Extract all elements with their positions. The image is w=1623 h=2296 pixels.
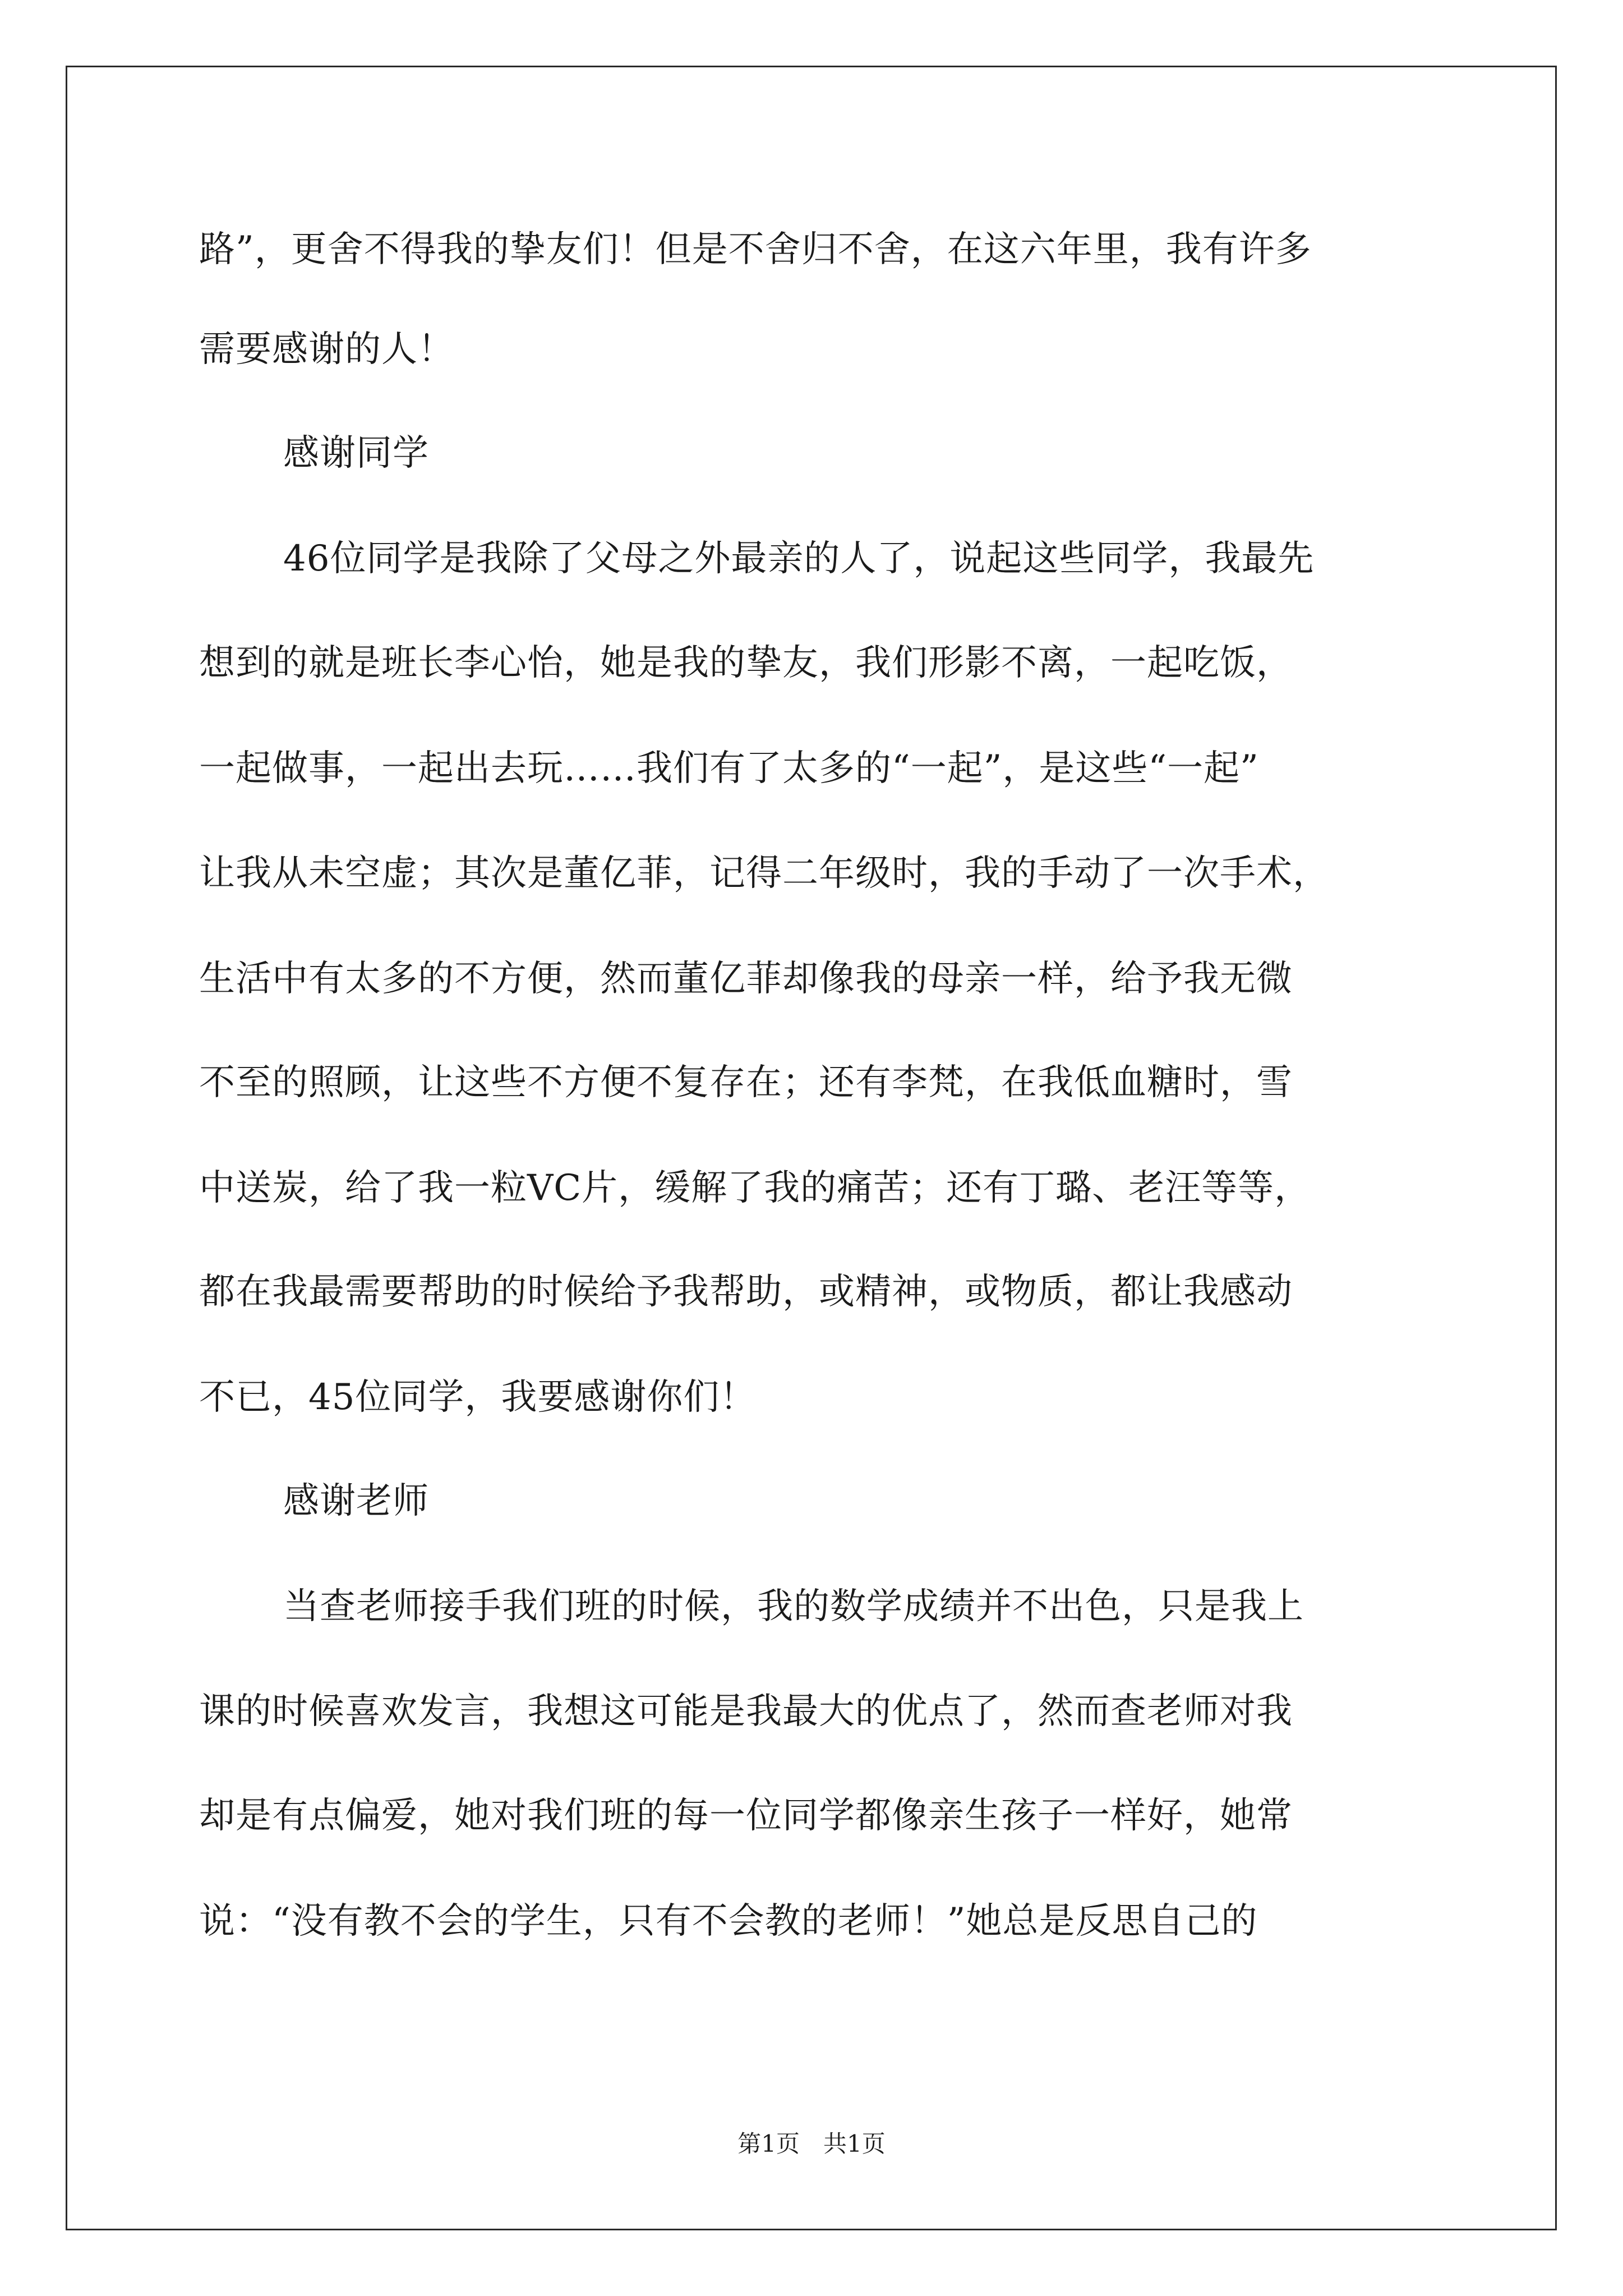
paragraph-line: 不已，45位同学，我要感谢你们！ — [199, 1377, 757, 1418]
paragraph-line: 需要感谢的人！ — [199, 329, 454, 370]
paragraph-line: 不至的照顾，让这些不方便不复存在；还有李梵，在我低血糖时，雪 — [199, 1062, 1293, 1103]
paragraph-line: 让我从未空虚；其次是董亿菲，记得二年级时，我的手动了一次手术， — [199, 853, 1329, 894]
paragraph-line: 说：“没有教不会的学生，只有不会教的老师！”她总是反思自己的 — [199, 1901, 1258, 1942]
section-heading: 感谢同学 — [283, 432, 429, 474]
paragraph-line: 中送炭，给了我一粒VC片，缓解了我的痛苦；还有丁璐、老汪等等， — [199, 1167, 1311, 1209]
paragraph-line: 生活中有太多的不方便，然而董亿菲却像我的母亲一样，给予我无微 — [199, 958, 1293, 1000]
section-heading: 感谢老师 — [283, 1480, 429, 1522]
paragraph-line: 一起做事，一起出去玩……我们有了太多的“一起”，是这些“一起” — [199, 748, 1259, 789]
paragraph-line: 路”，更舍不得我的挚友们！但是不舍归不舍，在这六年里，我有许多 — [199, 229, 1312, 270]
page-number-footer: 第1页 共1页 — [737, 2130, 886, 2157]
paragraph-line: 当查老师接手我们班的时候，我的数学成绩并不出色，只是我上 — [283, 1586, 1304, 1627]
paragraph-line: 却是有点偏爱，她对我们班的每一位同学都像亲生孩子一样好，她常 — [199, 1795, 1293, 1837]
paragraph-line: 都在我最需要帮助的时候给予我帮助，或精神，或物质，都让我感动 — [199, 1271, 1293, 1313]
paragraph-line: 课的时候喜欢发言，我想这可能是我最大的优点了，然而查老师对我 — [199, 1691, 1293, 1732]
paragraph-line: 46位同学是我除了父母之外最亲的人了，说起这些同学，我最先 — [283, 538, 1315, 579]
paragraph-line: 想到的就是班长李心怡，她是我的挚友，我们形影不离，一起吃饭， — [199, 642, 1293, 684]
